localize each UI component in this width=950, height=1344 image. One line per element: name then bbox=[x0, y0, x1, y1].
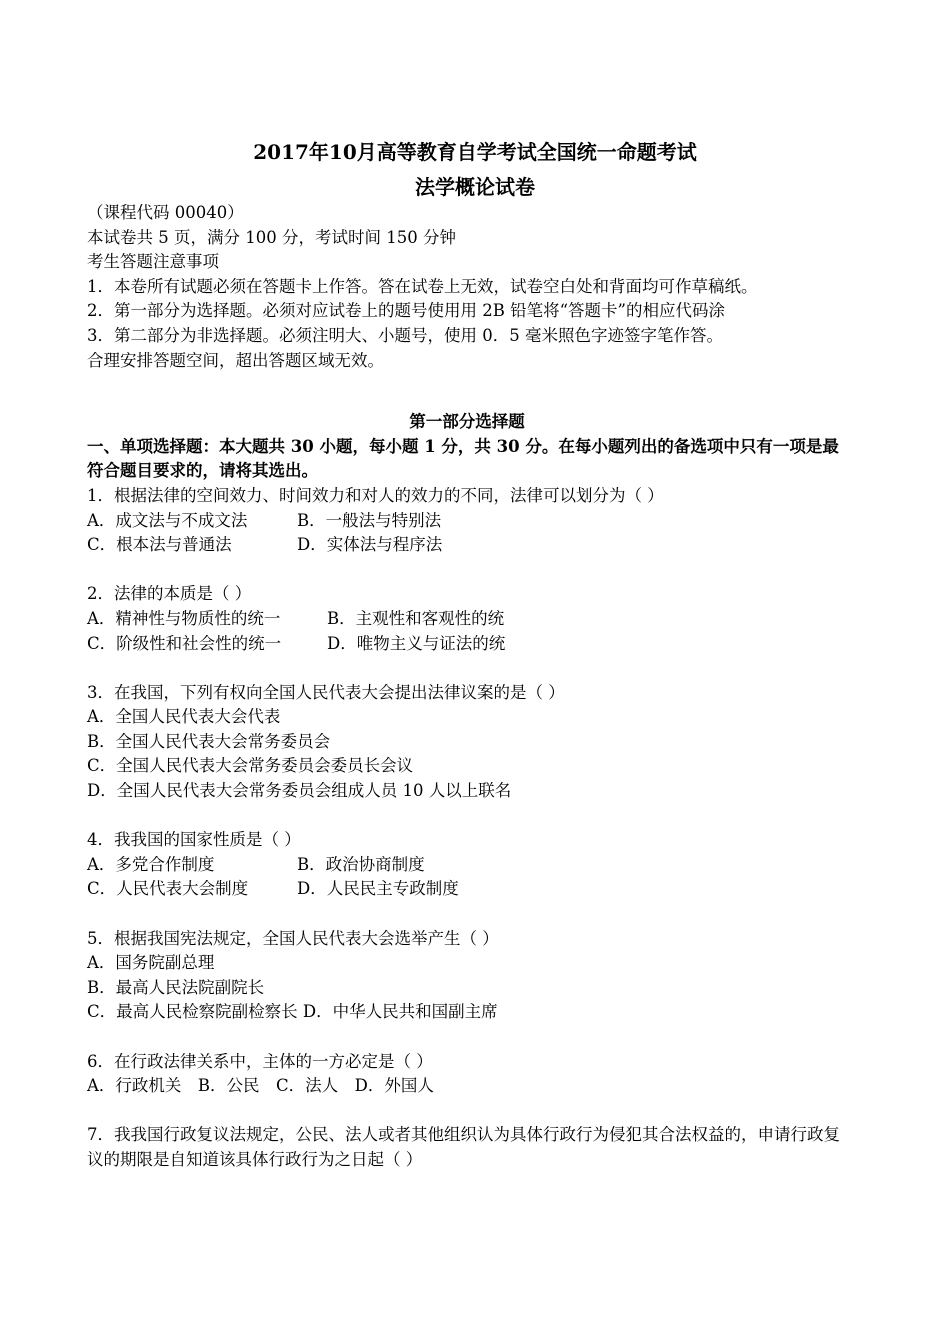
section-title: 一、单项选择题：本大题共 30 小题，每小题 1 分，共 30 分。在每小题列出的备选项中只有一项是最符合题目要求的，请将其选出。 bbox=[87, 436, 839, 481]
course-code: （课程代码 00040） bbox=[87, 203, 244, 222]
question-1-stem: 1．根据法律的空间效力、时间效力和对人的效力的不同，法律可以划分为（ ） bbox=[87, 485, 664, 505]
notice-heading: 考生答题注意事项 bbox=[87, 252, 219, 272]
q1-option-b: B．一般法与特别法 bbox=[297, 510, 442, 530]
q1-option-d: D．实体法与程序法 bbox=[297, 535, 443, 555]
question-1-options-row2 bbox=[87, 533, 847, 558]
question-2-options-row1 bbox=[87, 607, 847, 632]
q2-option-b: B．主观性和客观性的统 bbox=[327, 608, 505, 628]
question-4-options-row1 bbox=[87, 853, 847, 878]
q3-option-d: D．全国人民代表大会常务委员会组成人员 10 人以上联名 bbox=[87, 781, 512, 801]
notice-item-2: 2．第一部分为选择题。必须对应试卷上的题号使用用 2B 铅笔将“答题卡”的相应代码涂 bbox=[87, 301, 725, 321]
question-2-options-row2 bbox=[87, 632, 847, 657]
q4-option-d: D．人民民主专政制度 bbox=[297, 879, 459, 899]
exam-info: 本试卷共 5 页，满分 100 分，考试时间 150 分钟 bbox=[87, 227, 456, 247]
question-4-options-row2 bbox=[87, 877, 847, 902]
q6-options: A．行政机关 B．公民 C．法人 D．外国人 bbox=[87, 1076, 434, 1096]
question-4-stem: 4．我我国的国家性质是（ ） bbox=[87, 830, 301, 850]
q3-option-c: C．全国人民代表大会常务委员会委员长会议 bbox=[87, 756, 414, 776]
q3-option-b: B．全国人民代表大会常务委员会 bbox=[87, 731, 331, 751]
q2-option-d: D．唯物主义与证法的统 bbox=[327, 633, 506, 653]
q4-option-a: A．多党合作制度 bbox=[87, 854, 215, 874]
question-5-stem: 5．根据我国宪法规定，全国人民代表大会选举产生（ ） bbox=[87, 928, 499, 948]
notice-item-3-cont: 合理安排答题空间，超出答题区域无效。 bbox=[87, 350, 384, 370]
exam-body bbox=[87, 201, 847, 1173]
q5-option-c-d: C．最高人民检察院副检察长 D．中华人民共和国副主席 bbox=[87, 1002, 498, 1022]
q4-option-c: C．人民代表大会制度 bbox=[87, 879, 249, 899]
exam-title: 2017年10月高等教育自学考试全国统一命题考试 bbox=[253, 140, 697, 164]
question-3-stem: 3．在我国，下列有权向全国人民代表大会提出法律议案的是（ ） bbox=[87, 682, 565, 702]
question-1-options-row1 bbox=[87, 509, 847, 534]
exam-subtitle: 法学概论试卷 bbox=[415, 175, 535, 199]
question-2-stem: 2．法律的本质是（ ） bbox=[87, 584, 252, 604]
notice-item-1: 1．本卷所有试题必须在答题卡上作答。答在试卷上无效，试卷空白处和背面均可作草稿纸。 bbox=[87, 276, 758, 296]
q3-option-a: A．全国人民代表大会代表 bbox=[87, 707, 281, 727]
q1-option-a: A．成文法与不成文法 bbox=[87, 510, 248, 530]
q5-option-b: B．最高人民法院副院长 bbox=[87, 977, 265, 997]
q2-option-a: A．精神性与物质性的统一 bbox=[87, 608, 281, 628]
q4-option-b: B．政治协商制度 bbox=[297, 854, 425, 874]
question-6-stem: 6．在行政法律关系中，主体的一方必定是（ ） bbox=[87, 1051, 433, 1071]
question-7-stem: 7．我我国行政复议法规定，公民、法人或者其他组织认为具体行政行为侵犯其合法权益的，申请行政复议的期限是自知道该具体行政行为之日起（ ） bbox=[87, 1125, 840, 1169]
notice-item-3: 3．第二部分为非选择题。必须注明大、小题号，使用 0．5 毫米照色字迹签字笔作答。 bbox=[87, 325, 723, 345]
q5-option-a: A．国务院副总理 bbox=[87, 953, 215, 973]
q2-option-c: C．阶级性和社会性的统一 bbox=[87, 633, 282, 653]
part1-heading: 第一部分选择题 bbox=[409, 412, 525, 432]
q1-option-c: C．根本法与普通法 bbox=[87, 535, 232, 555]
